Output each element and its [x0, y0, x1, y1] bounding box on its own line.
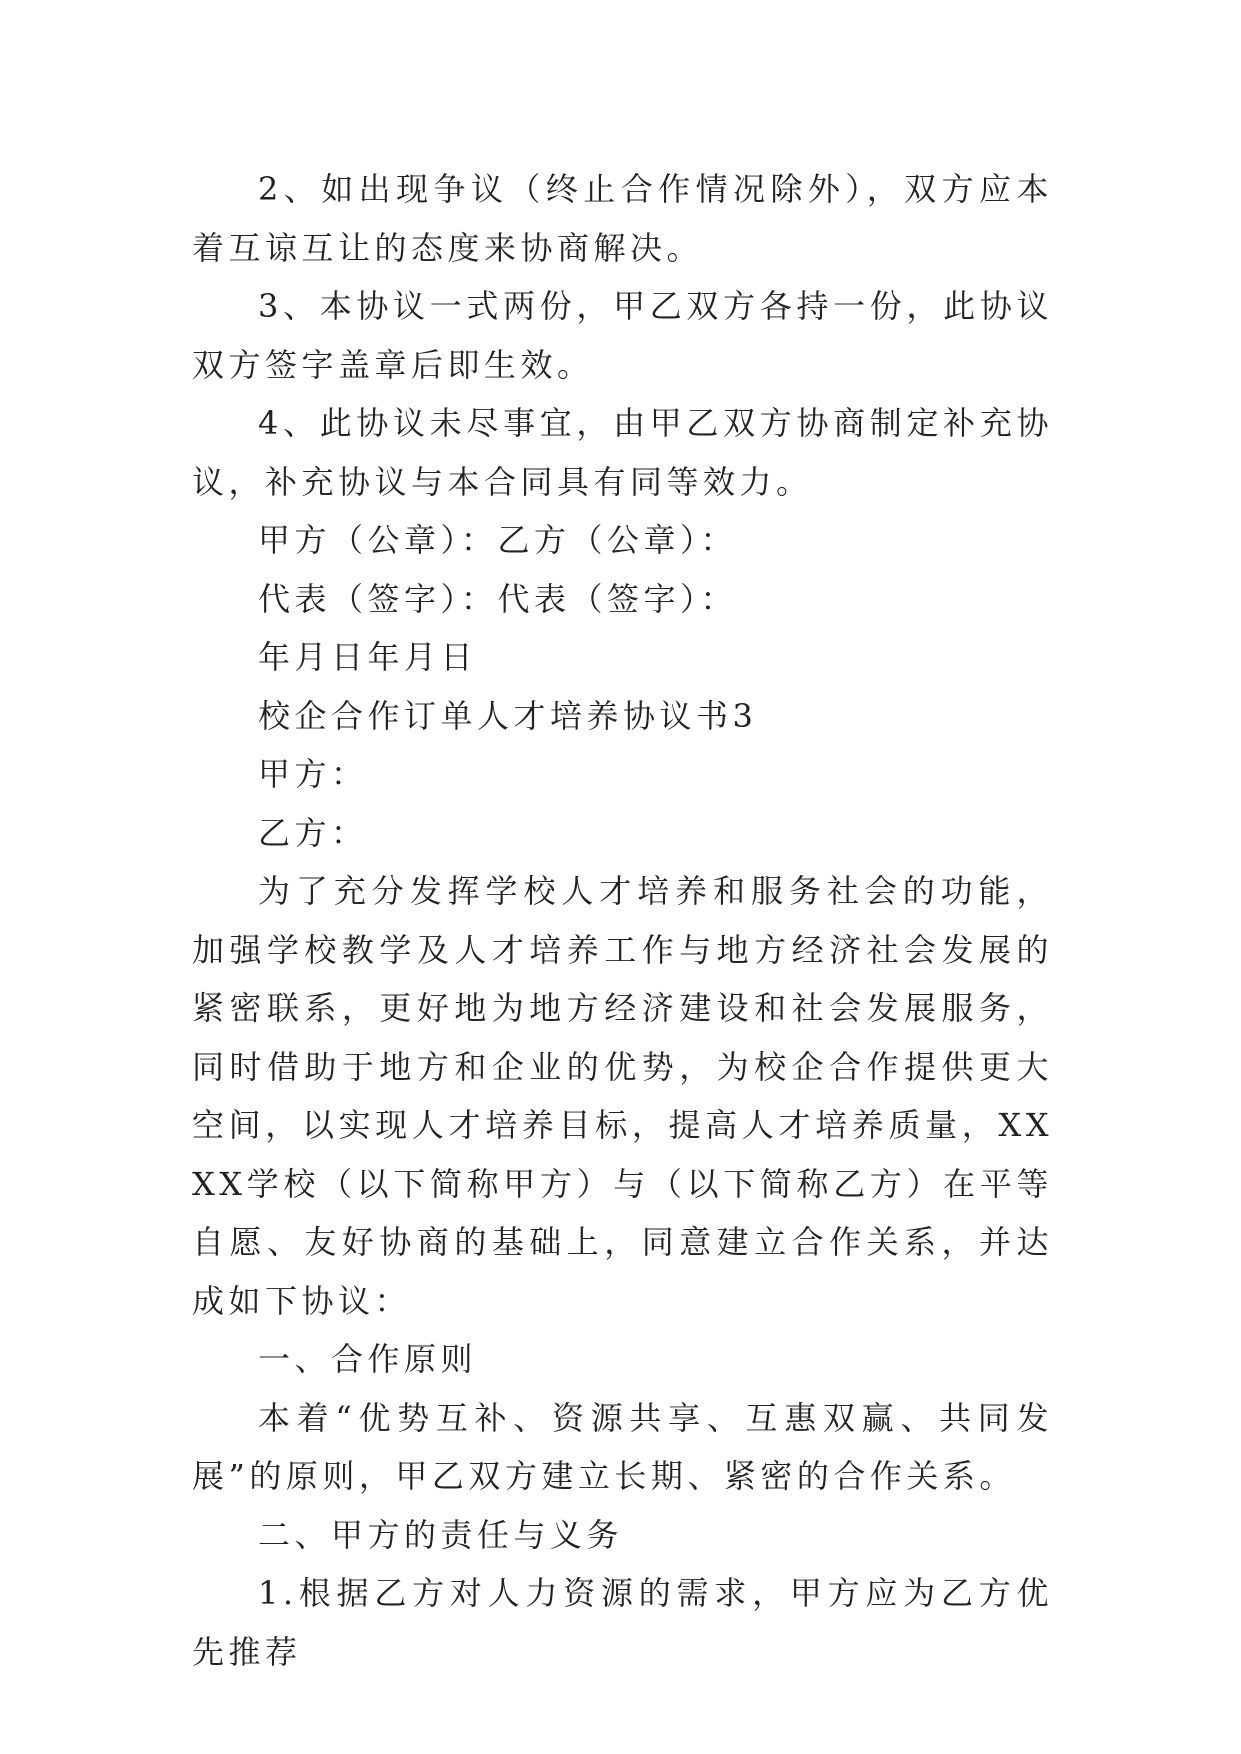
party-a-line: 甲方：	[258, 755, 368, 793]
paragraph-copies-clause: 3、本协议一式两份，甲乙双方各持一份，此协议双方签字盖章后即生效。	[192, 287, 1053, 384]
party-b-line: 乙方：	[258, 813, 368, 852]
paragraph-preamble: 为了充分发挥学校人才培养和服务社会的功能，加强学校教学及人才培养工作与地方经济社会发展的紧密联系，更好地为地方经济建设和社会发展服务，同时借助于地方和企业的优势，为校企合作提供更大空间，以实现人才培养目标，提高人才培养质量，XXXX学校（以下简称甲方）与（以下简称乙方）在平等自愿、友好协商的基础上，同意建立合作关系，并达成如下协议：	[192, 872, 1053, 1320]
paragraph-dispute-clause: 2、如出现争议（终止合作情况除外），双方应本着互谅互让的态度来协商解决。	[192, 170, 1053, 267]
signature-representative-line: 代表（签字）：代表（签字）：	[258, 579, 738, 618]
paragraph-duty-1: 1.根据乙方对人力资源的需求，甲方应为乙方优先推荐	[192, 1574, 1053, 1671]
section-heading-principles: 一、合作原则	[258, 1340, 478, 1378]
agreement-title: 校企合作订单人才培养协议书3	[258, 696, 758, 735]
paragraph-principles: 本着“优势互补、资源共享、互惠双赢、共同发展”的原则，甲乙双方建立长期、紧密的合作关系。	[192, 1398, 1053, 1495]
signature-date-line: 年月日年月日	[258, 638, 478, 676]
signature-seal-line: 甲方（公章）：乙方（公章）：	[258, 521, 738, 559]
paragraph-supplement-clause: 4、此协议未尽事宜，由甲乙双方协商制定补充协议，补充协议与本合同具有同等效力。	[192, 404, 1053, 501]
section-heading-party-a-duties: 二、甲方的责任与义务	[258, 1515, 624, 1554]
